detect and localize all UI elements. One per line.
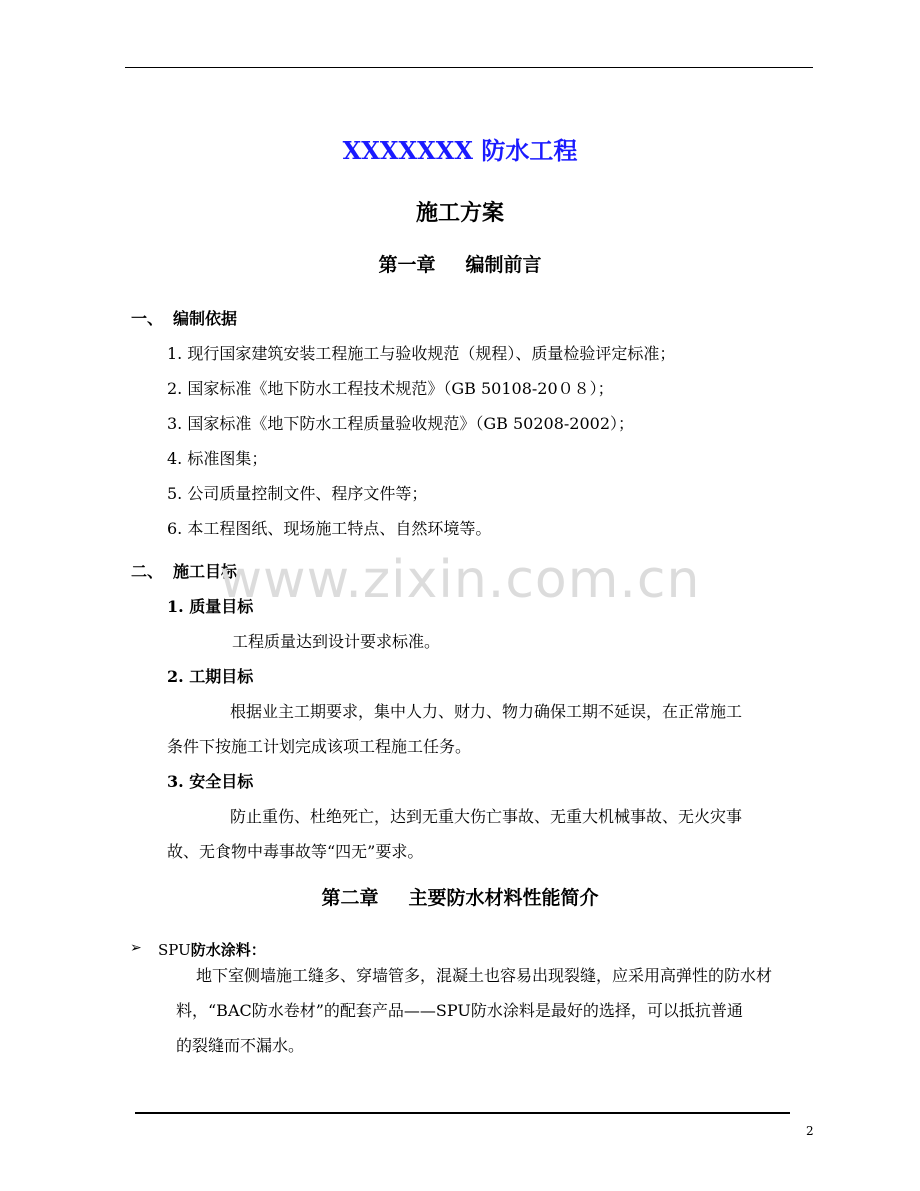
footer-rule xyxy=(135,1112,790,1114)
spu-label-prefix: SPU xyxy=(158,941,191,959)
safety-goal-heading: 3. 安全目标 xyxy=(167,772,254,791)
quality-goal-text: 工程质量达到设计要求标准。 xyxy=(232,632,441,651)
chapter-1-number: 第一章 xyxy=(378,254,436,276)
quality-goal-heading: 1. 质量目标 xyxy=(167,597,254,616)
document-subtitle: 施工方案 xyxy=(415,200,504,226)
header-rule xyxy=(125,67,813,68)
schedule-goal-heading: 2. 工期目标 xyxy=(167,667,254,686)
chapter-2-title: 主要防水材料性能简介 xyxy=(408,887,599,909)
basis-item-4: 4. 标准图集； xyxy=(167,449,268,468)
schedule-goal-line-2: 条件下按施工计划完成该项工程施工任务。 xyxy=(167,737,472,756)
chapter-2-heading xyxy=(0,883,920,910)
page-number: 2 xyxy=(806,1124,814,1138)
spu-para-line-3: 的裂缝而不漏水。 xyxy=(176,1036,305,1055)
section-1-number: 一、 xyxy=(131,309,164,328)
spu-para-line-1: 地下室侧墙施工缝多、穿墙管多，混凝土也容易出现裂缝，应采用高弹性的防水材 xyxy=(196,966,773,985)
spu-label-rest: 防水涂料： xyxy=(190,941,266,959)
section-1-title: 编制依据 xyxy=(173,309,238,328)
basis-item-3: 3. 国家标准《地下防水工程质量验收规范》（GB 50208-2002）； xyxy=(167,414,635,433)
section-2-title: 施工目标 xyxy=(173,562,238,581)
basis-item-2: 2. 国家标准《地下防水工程技术规范》（GB 50108-20０８）； xyxy=(167,379,614,398)
safety-goal-line-1: 防止重伤、杜绝死亡，达到无重大伤亡事故、无重大机械事故、无火灾事 xyxy=(230,807,743,826)
chapter-2-number: 第二章 xyxy=(321,887,379,909)
document-title: XXXXXXX 防水工程 xyxy=(342,136,578,165)
section-1-heading xyxy=(131,306,237,329)
basis-item-6: 6. 本工程图纸、现场施工特点、自然环境等。 xyxy=(167,519,492,538)
arrow-bullet-icon: ➢ xyxy=(130,940,142,956)
basis-item-5: 5. 公司质量控制文件、程序文件等； xyxy=(167,484,428,503)
chapter-1-heading xyxy=(0,250,920,277)
schedule-goal-line-1: 根据业主工期要求，集中人力、财力、物力确保工期不延误，在正常施工 xyxy=(230,702,743,721)
safety-goal-line-2: 故、无食物中毒事故等“四无”要求。 xyxy=(167,842,424,861)
chapter-1-title: 编制前言 xyxy=(465,254,542,276)
spu-para-line-2: 料，“BAC防水卷材”的配套产品——SPU防水涂料是最好的选择，可以抵抗普通 xyxy=(176,1001,743,1020)
basis-item-1: 1. 现行国家建筑安装工程施工与验收规范（规程）、质量检验评定标准； xyxy=(167,344,676,363)
spu-coating-label xyxy=(158,939,266,960)
watermark: www.zixin.com.cn xyxy=(219,550,701,610)
section-2-number: 二、 xyxy=(131,562,164,581)
